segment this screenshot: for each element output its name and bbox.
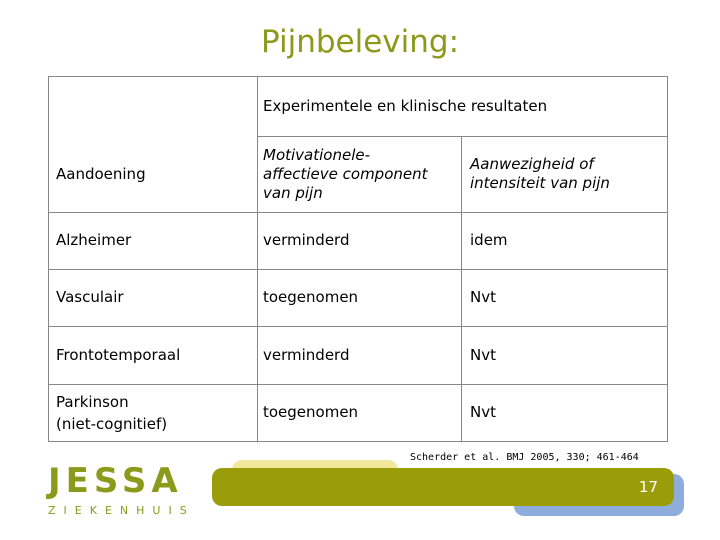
source-citation: Scherder et al. BMJ 2005, 330; 461-464: [410, 452, 639, 463]
table-cell: Nvt: [470, 345, 496, 364]
table-cell: Parkinson (niet-cognitief): [56, 392, 168, 433]
jessa-logo: [48, 461, 195, 517]
table-cell: verminderd: [263, 345, 350, 364]
table-border-right: [667, 76, 668, 442]
header-row-divider: [48, 212, 668, 213]
table-cell: verminderd: [263, 231, 350, 249]
table-cell: toegenomen: [263, 288, 359, 306]
logo-subtitle: ZIEKENHUIS: [48, 504, 195, 517]
table-border-left: [48, 76, 49, 442]
table-cell: Frontotemporaal: [56, 345, 181, 364]
slide-title: Pijnbeleving:: [260, 24, 460, 60]
table-cell: toegenomen: [263, 403, 359, 421]
logo-wordmark: JESSA: [48, 461, 183, 501]
footer-bar: [212, 468, 674, 506]
column-header-presence: Aanwezigheid of intensiteit van pijn: [470, 155, 610, 192]
table-cell: Alzheimer: [56, 231, 132, 249]
table-border-bottom: [48, 441, 668, 442]
results-table: [48, 76, 668, 442]
column-divider: [257, 76, 258, 442]
table-cell: Nvt: [470, 403, 496, 421]
group-header: Experimentele en klinische resultaten: [263, 96, 548, 115]
column-divider: [461, 136, 462, 442]
table-border-top: [48, 76, 668, 77]
column-header-aandoening: Aandoening: [56, 164, 146, 183]
table-cell: idem: [470, 231, 508, 249]
table-cell: Vasculair: [56, 288, 124, 306]
table-cell: Nvt: [470, 288, 496, 306]
column-header-motivational: Motivationele- affectieve component van pijn: [263, 145, 428, 202]
page-number: 17: [638, 478, 658, 496]
